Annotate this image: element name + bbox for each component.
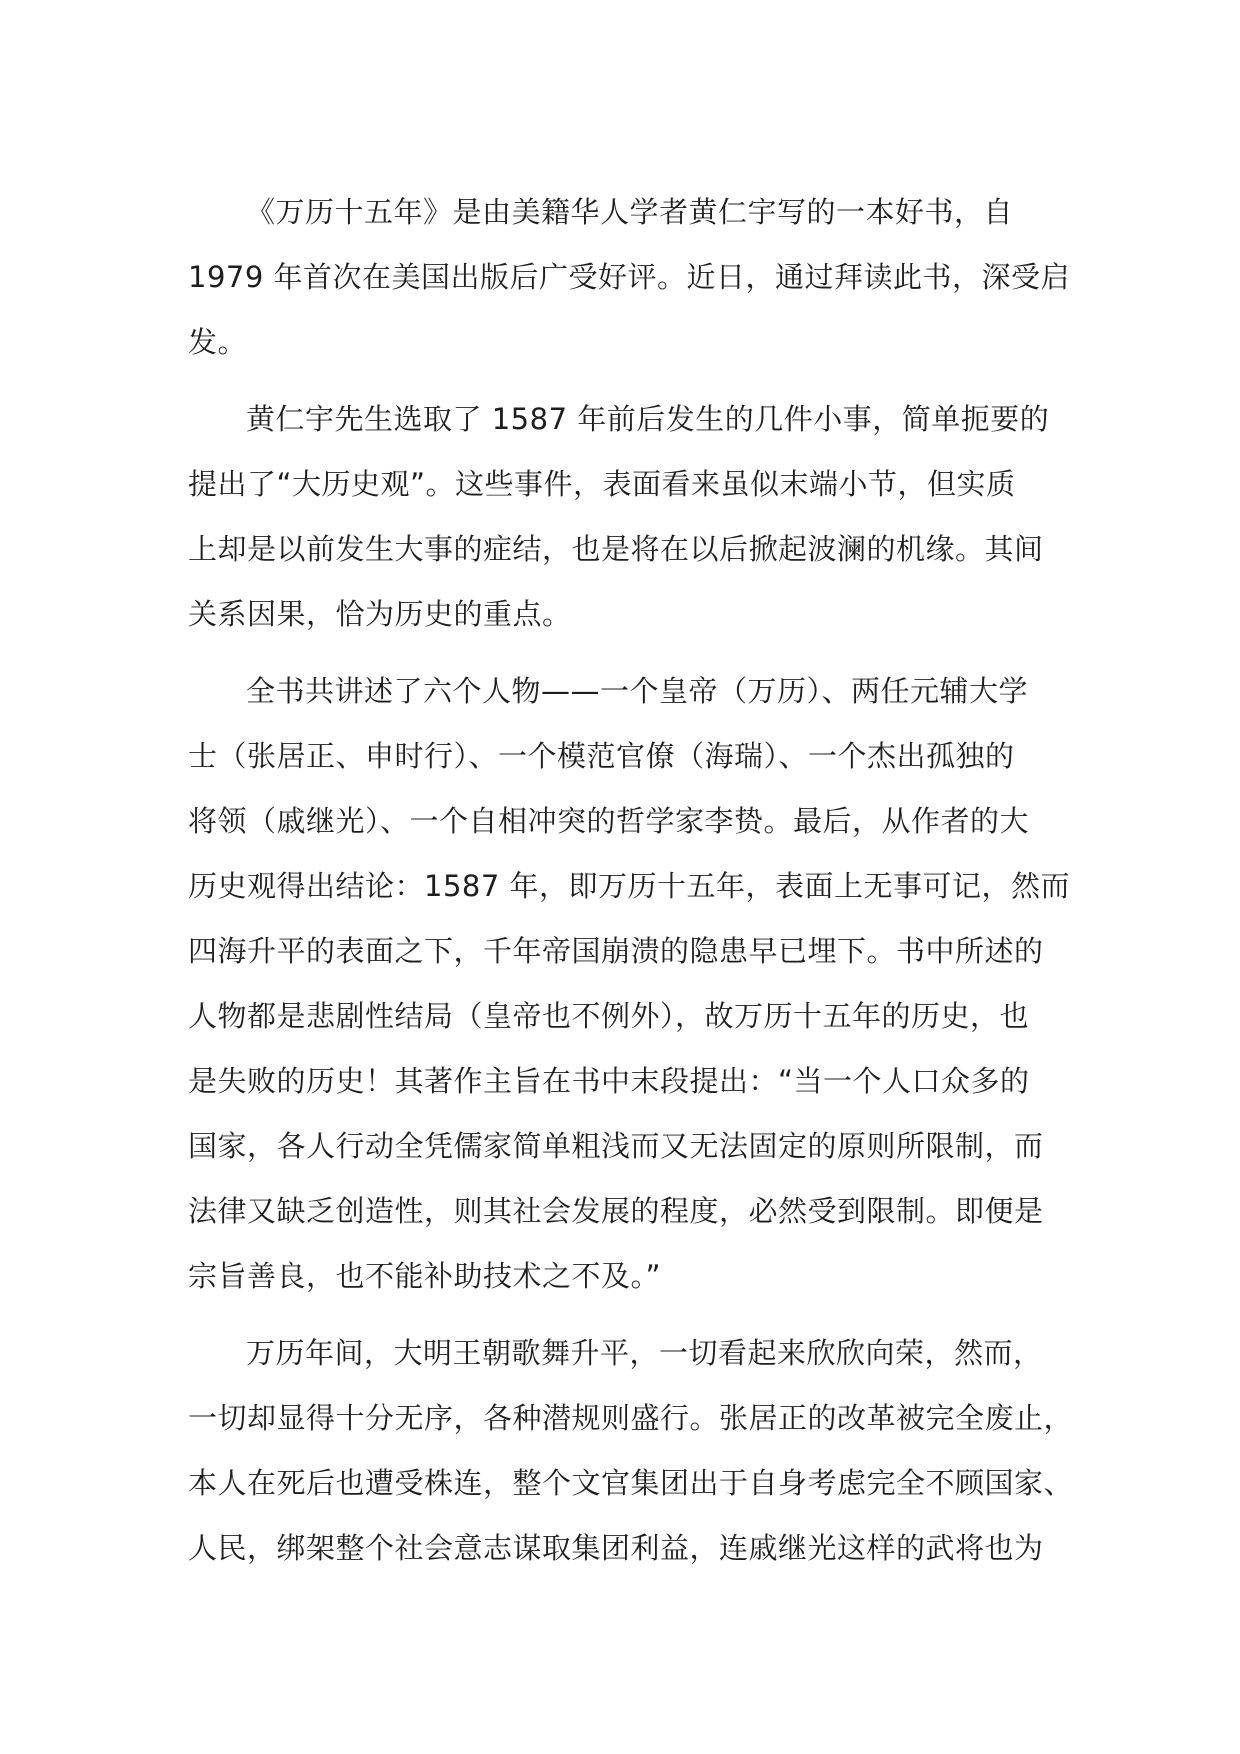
paragraph-line: 全书共讲述了六个人物——一个皇帝（万历）、两任元辅大学: [246, 674, 1029, 708]
paragraph-line: 宗旨善良，也不能补助技术之不及。”: [188, 1259, 662, 1293]
paragraph-2: [188, 387, 1068, 647]
paragraph-line: 万历年间，大明王朝歌舞升平，一切看起来欣欣向荣，然而，: [246, 1336, 1043, 1370]
paragraph-line: 将领（戚继光）、一个自相冲突的哲学家李贽。最后，从作者的大: [188, 804, 1030, 838]
paragraph-3: [188, 659, 1071, 1309]
paragraph-line: 提出了“大历史观”。这些事件，表面看来虽似末端小节，但实质: [188, 467, 1016, 501]
document-body: [188, 180, 1074, 1593]
paragraph-line: 人物都是悲剧性结局（皇帝也不例外），故万历十五年的历史，也: [188, 999, 1030, 1033]
paragraph-1: [188, 180, 1071, 375]
paragraph-line: 历史观得出结论：1587 年，即万历十五年，表面上无事可记，然而: [188, 869, 1071, 903]
paragraph-line: 人民，绑架整个社会意志谋取集团利益，连戚继光这样的武将也为: [188, 1531, 1044, 1565]
paragraph-4: [188, 1321, 1074, 1581]
paragraph-line: 四海升平的表面之下，千年帝国崩溃的隐患早已埋下。书中所述的: [188, 934, 1044, 968]
paragraph-line: 黄仁宇先生选取了 1587 年前后发生的几件小事，简单扼要的: [246, 402, 1050, 436]
paragraph-line: 士（张居正、申时行）、一个模范官僚（海瑞）、一个杰出孤独的: [188, 739, 1015, 773]
paragraph-line: 国家，各人行动全凭儒家简单粗浅而又无法固定的原则所限制，而: [188, 1129, 1044, 1163]
paragraph-line: 上却是以前发生大事的症结，也是将在以后掀起波澜的机缘。其间: [188, 532, 1044, 566]
paragraph-line: 关系因果，恰为历史的重点。: [188, 597, 572, 631]
paragraph-line: 法律又缺乏创造性，则其社会发展的程度，必然受到限制。即便是: [188, 1194, 1044, 1228]
paragraph-line: 一切却显得十分无序，各种潜规则盛行。张居正的改革被完全废止，: [188, 1401, 1074, 1435]
paragraph-line: 1979 年首次在美国出版后广受好评。近日，通过拜读此书，深受启: [188, 260, 1071, 294]
paragraph-line: 《万历十五年》是由美籍华人学者黄仁宇写的一本好书，自: [246, 195, 1014, 229]
paragraph-line: 本人在死后也遭受株连，整个文官集团出于自身考虑完全不顾国家、: [188, 1466, 1074, 1500]
paragraph-line: 发。: [188, 325, 248, 359]
paragraph-line: 是失败的历史！其著作主旨在书中末段提出：“当一个人口众多的: [188, 1064, 1030, 1098]
